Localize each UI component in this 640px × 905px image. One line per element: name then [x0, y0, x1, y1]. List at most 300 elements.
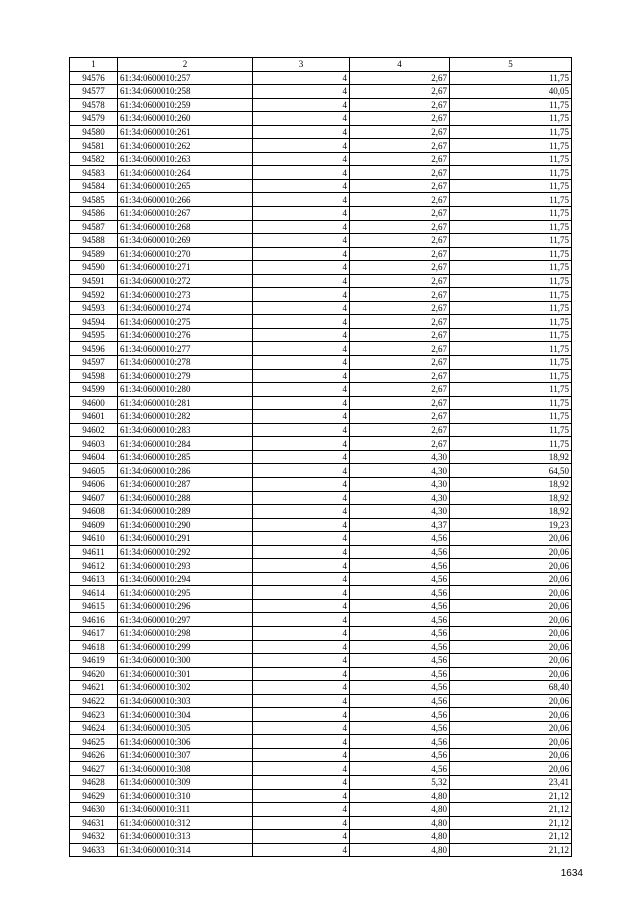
table-cell: 61:34:0600010:306 [118, 735, 253, 749]
table-cell: 61:34:0600010:300 [118, 654, 253, 668]
table-row [70, 396, 572, 410]
table-cell: 61:34:0600010:264 [118, 166, 253, 180]
table-cell: 61:34:0600010:265 [118, 179, 253, 193]
table-cell: 94582 [70, 152, 118, 166]
table-cell: 94596 [70, 342, 118, 356]
table-row [70, 220, 572, 234]
table-cell: 4 [253, 694, 350, 708]
table-cell: 21,12 [450, 816, 572, 830]
table-cell: 94626 [70, 748, 118, 762]
table-cell: 68,40 [450, 681, 572, 695]
table-cell: 2,67 [350, 98, 450, 112]
table-row [70, 315, 572, 329]
table-cell: 94585 [70, 193, 118, 207]
table-cell: 94615 [70, 599, 118, 613]
table-cell: 94576 [70, 71, 118, 85]
table-cell: 4,80 [350, 816, 450, 830]
table-cell: 2,67 [350, 288, 450, 302]
table-cell: 2,67 [350, 193, 450, 207]
table-cell: 20,06 [450, 640, 572, 654]
table-cell: 61:34:0600010:259 [118, 98, 253, 112]
table-cell: 4 [253, 437, 350, 451]
table-row [70, 207, 572, 221]
table-cell: 4,80 [350, 830, 450, 844]
table-cell: 61:34:0600010:298 [118, 626, 253, 640]
table-cell: 94629 [70, 789, 118, 803]
table-cell: 20,06 [450, 599, 572, 613]
table-cell: 4,80 [350, 843, 450, 857]
table-cell: 94589 [70, 247, 118, 261]
table-cell: 4,56 [350, 545, 450, 559]
table-row [70, 626, 572, 640]
table-cell: 11,75 [450, 166, 572, 180]
table-cell: 4 [253, 505, 350, 519]
table-cell: 4 [253, 613, 350, 627]
table-cell: 4 [253, 410, 350, 424]
table-row [70, 193, 572, 207]
table-cell: 11,75 [450, 125, 572, 139]
table-cell: 21,12 [450, 789, 572, 803]
table-cell: 4,56 [350, 721, 450, 735]
table-cell: 2,67 [350, 274, 450, 288]
table-cell: 61:34:0600010:288 [118, 491, 253, 505]
table-cell: 61:34:0600010:270 [118, 247, 253, 261]
table-cell: 4 [253, 532, 350, 546]
table-cell: 4,30 [350, 450, 450, 464]
table-cell: 11,75 [450, 423, 572, 437]
table-cell: 4 [253, 112, 350, 126]
table-cell: 61:34:0600010:305 [118, 721, 253, 735]
table-row [70, 369, 572, 383]
table-cell: 4,56 [350, 762, 450, 776]
table-row [70, 775, 572, 789]
table-row [70, 735, 572, 749]
table-header-row [70, 58, 572, 72]
table-cell: 61:34:0600010:307 [118, 748, 253, 762]
table-cell: 4 [253, 450, 350, 464]
table-cell: 20,06 [450, 572, 572, 586]
table-row [70, 681, 572, 695]
table-cell: 94611 [70, 545, 118, 559]
table-cell: 94605 [70, 464, 118, 478]
table-cell: 94598 [70, 369, 118, 383]
table-cell: 94628 [70, 775, 118, 789]
table-cell: 61:34:0600010:314 [118, 843, 253, 857]
table-cell: 18,92 [450, 450, 572, 464]
table-cell: 4,56 [350, 586, 450, 600]
table-cell: 94630 [70, 803, 118, 817]
table-cell: 61:34:0600010:280 [118, 383, 253, 397]
table-cell: 11,75 [450, 220, 572, 234]
table-cell: 4 [253, 85, 350, 99]
table-cell: 2,67 [350, 423, 450, 437]
table-cell: 4 [253, 708, 350, 722]
table-cell: 61:34:0600010:269 [118, 234, 253, 248]
table-row [70, 803, 572, 817]
table-cell: 61:34:0600010:282 [118, 410, 253, 424]
table-cell: 11,75 [450, 369, 572, 383]
table-cell: 4,30 [350, 491, 450, 505]
table-cell: 40,05 [450, 85, 572, 99]
table-cell: 11,75 [450, 437, 572, 451]
table-cell: 4 [253, 274, 350, 288]
table-cell: 4,56 [350, 667, 450, 681]
table-cell: 4,56 [350, 626, 450, 640]
table-cell: 4 [253, 220, 350, 234]
table-cell: 61:34:0600010:285 [118, 450, 253, 464]
table-cell: 2,67 [350, 315, 450, 329]
table-cell: 4 [253, 179, 350, 193]
table-cell: 94622 [70, 694, 118, 708]
table-cell: 2,67 [350, 125, 450, 139]
table-cell: 4 [253, 356, 350, 370]
table-row [70, 450, 572, 464]
table-cell: 61:34:0600010:271 [118, 261, 253, 275]
table-cell: 4 [253, 830, 350, 844]
table-row [70, 708, 572, 722]
table-cell: 11,75 [450, 396, 572, 410]
table-cell: 94633 [70, 843, 118, 857]
table-cell: 61:34:0600010:291 [118, 532, 253, 546]
table-cell: 11,75 [450, 179, 572, 193]
table-cell: 61:34:0600010:279 [118, 369, 253, 383]
table-cell: 2,67 [350, 85, 450, 99]
table-cell: 2,67 [350, 179, 450, 193]
table-cell: 4 [253, 477, 350, 491]
table-cell: 94579 [70, 112, 118, 126]
table-cell: 11,75 [450, 356, 572, 370]
table-cell: 61:34:0600010:276 [118, 328, 253, 342]
table-cell: 61:34:0600010:262 [118, 139, 253, 153]
table-row [70, 830, 572, 844]
table-row [70, 410, 572, 424]
table-cell: 94594 [70, 315, 118, 329]
table-cell: 2,67 [350, 301, 450, 315]
table-cell: 4 [253, 491, 350, 505]
table-cell: 4 [253, 464, 350, 478]
table-cell: 94623 [70, 708, 118, 722]
table-cell: 20,06 [450, 613, 572, 627]
table-cell: 4 [253, 654, 350, 668]
table-cell: 94593 [70, 301, 118, 315]
table-row [70, 125, 572, 139]
table-row [70, 356, 572, 370]
table-cell: 11,75 [450, 328, 572, 342]
table-row [70, 98, 572, 112]
table-cell: 61:34:0600010:312 [118, 816, 253, 830]
column-header: 1 [70, 58, 118, 72]
table-cell: 2,67 [350, 261, 450, 275]
data-table [69, 57, 572, 857]
table-cell: 20,06 [450, 626, 572, 640]
table-row [70, 762, 572, 776]
table-cell: 94624 [70, 721, 118, 735]
table-row [70, 545, 572, 559]
table-row [70, 85, 572, 99]
table-cell: 20,06 [450, 708, 572, 722]
table-cell: 4,30 [350, 505, 450, 519]
table-cell: 61:34:0600010:302 [118, 681, 253, 695]
table-cell: 2,67 [350, 383, 450, 397]
table-cell: 4 [253, 735, 350, 749]
table-cell: 61:34:0600010:290 [118, 518, 253, 532]
table-cell: 94580 [70, 125, 118, 139]
table-cell: 94587 [70, 220, 118, 234]
table-cell: 61:34:0600010:263 [118, 152, 253, 166]
table-cell: 2,67 [350, 139, 450, 153]
table-cell: 11,75 [450, 139, 572, 153]
table-row [70, 667, 572, 681]
column-header: 2 [118, 58, 253, 72]
table-cell: 4 [253, 301, 350, 315]
table-cell: 4,37 [350, 518, 450, 532]
table-cell: 4,56 [350, 735, 450, 749]
table-cell: 61:34:0600010:273 [118, 288, 253, 302]
table-row [70, 437, 572, 451]
table-row [70, 71, 572, 85]
table-cell: 2,67 [350, 220, 450, 234]
table-cell: 20,06 [450, 735, 572, 749]
table-row [70, 477, 572, 491]
table-row [70, 342, 572, 356]
table-cell: 4 [253, 98, 350, 112]
table-cell: 61:34:0600010:287 [118, 477, 253, 491]
table-row [70, 505, 572, 519]
table-cell: 94583 [70, 166, 118, 180]
table-cell: 94621 [70, 681, 118, 695]
table-cell: 4 [253, 681, 350, 695]
table-cell: 94618 [70, 640, 118, 654]
table-cell: 94590 [70, 261, 118, 275]
table-cell: 11,75 [450, 71, 572, 85]
table-cell: 94592 [70, 288, 118, 302]
table-cell: 20,06 [450, 762, 572, 776]
table-cell: 61:34:0600010:303 [118, 694, 253, 708]
table-cell: 4 [253, 572, 350, 586]
table-row [70, 112, 572, 126]
table-cell: 4,56 [350, 640, 450, 654]
table-cell: 21,12 [450, 843, 572, 857]
table-cell: 4,56 [350, 748, 450, 762]
table-cell: 2,67 [350, 369, 450, 383]
table-cell: 4 [253, 423, 350, 437]
table-row [70, 152, 572, 166]
table-cell: 94602 [70, 423, 118, 437]
table-cell: 4 [253, 721, 350, 735]
table-cell: 94612 [70, 559, 118, 573]
table-cell: 2,67 [350, 152, 450, 166]
table-cell: 61:34:0600010:301 [118, 667, 253, 681]
table-cell: 20,06 [450, 748, 572, 762]
table-row [70, 234, 572, 248]
table-cell: 4 [253, 315, 350, 329]
table-cell: 94609 [70, 518, 118, 532]
table-cell: 4 [253, 789, 350, 803]
table-cell: 61:34:0600010:258 [118, 85, 253, 99]
table-cell: 11,75 [450, 410, 572, 424]
table-cell: 11,75 [450, 342, 572, 356]
table-cell: 94599 [70, 383, 118, 397]
table-cell: 20,06 [450, 654, 572, 668]
table-cell: 2,67 [350, 207, 450, 221]
table-cell: 94620 [70, 667, 118, 681]
table-cell: 2,67 [350, 410, 450, 424]
table-cell: 94597 [70, 356, 118, 370]
table-cell: 61:34:0600010:294 [118, 572, 253, 586]
table-cell: 21,12 [450, 830, 572, 844]
table-cell: 4 [253, 139, 350, 153]
table-cell: 11,75 [450, 383, 572, 397]
table-cell: 4 [253, 152, 350, 166]
table-cell: 61:34:0600010:299 [118, 640, 253, 654]
table-cell: 2,67 [350, 437, 450, 451]
column-header: 5 [450, 58, 572, 72]
table-cell: 2,67 [350, 234, 450, 248]
table-cell: 2,67 [350, 71, 450, 85]
table-cell: 61:34:0600010:289 [118, 505, 253, 519]
table-cell: 94607 [70, 491, 118, 505]
table-cell: 4 [253, 125, 350, 139]
table-cell: 4 [253, 396, 350, 410]
table-cell: 61:34:0600010:311 [118, 803, 253, 817]
table-row [70, 640, 572, 654]
table-cell: 94581 [70, 139, 118, 153]
table-cell: 94631 [70, 816, 118, 830]
table-cell: 4 [253, 383, 350, 397]
table-cell: 94595 [70, 328, 118, 342]
table-cell: 4 [253, 71, 350, 85]
table-cell: 4 [253, 518, 350, 532]
table-cell: 2,67 [350, 356, 450, 370]
table-cell: 94610 [70, 532, 118, 546]
table-cell: 61:34:0600010:275 [118, 315, 253, 329]
table-cell: 4 [253, 559, 350, 573]
table-cell: 4,56 [350, 613, 450, 627]
table-cell: 94617 [70, 626, 118, 640]
table-cell: 94604 [70, 450, 118, 464]
table-row [70, 328, 572, 342]
table-cell: 61:34:0600010:257 [118, 71, 253, 85]
table-cell: 11,75 [450, 315, 572, 329]
table-cell: 94600 [70, 396, 118, 410]
table-cell: 11,75 [450, 207, 572, 221]
column-header: 4 [350, 58, 450, 72]
table-cell: 4,56 [350, 559, 450, 573]
table-row [70, 721, 572, 735]
table-cell: 18,92 [450, 491, 572, 505]
table-cell: 4 [253, 234, 350, 248]
table-cell: 94577 [70, 85, 118, 99]
table-cell: 20,06 [450, 667, 572, 681]
table-cell: 61:34:0600010:267 [118, 207, 253, 221]
table-cell: 94632 [70, 830, 118, 844]
table-cell: 20,06 [450, 559, 572, 573]
table-cell: 61:34:0600010:308 [118, 762, 253, 776]
table-cell: 4 [253, 288, 350, 302]
table-cell: 4 [253, 748, 350, 762]
table-cell: 61:34:0600010:304 [118, 708, 253, 722]
table-cell: 61:34:0600010:272 [118, 274, 253, 288]
table-cell: 11,75 [450, 247, 572, 261]
table-cell: 4 [253, 775, 350, 789]
table-cell: 94616 [70, 613, 118, 627]
table-cell: 4,56 [350, 681, 450, 695]
table-cell: 61:34:0600010:268 [118, 220, 253, 234]
table-cell: 61:34:0600010:283 [118, 423, 253, 437]
table-body [70, 71, 572, 857]
table-cell: 19,23 [450, 518, 572, 532]
table-cell: 18,92 [450, 477, 572, 491]
table-row [70, 843, 572, 857]
table-cell: 4 [253, 369, 350, 383]
table-cell: 4 [253, 803, 350, 817]
table-row [70, 301, 572, 315]
table-cell: 61:34:0600010:278 [118, 356, 253, 370]
table-cell: 4,80 [350, 803, 450, 817]
table-row [70, 274, 572, 288]
table-row [70, 518, 572, 532]
table-cell: 4 [253, 261, 350, 275]
table-row [70, 613, 572, 627]
table-cell: 4,80 [350, 789, 450, 803]
table-cell: 23,41 [450, 775, 572, 789]
table-cell: 94613 [70, 572, 118, 586]
page-number: 1634 [560, 868, 583, 879]
table-cell: 11,75 [450, 288, 572, 302]
table-cell: 11,75 [450, 112, 572, 126]
table-row [70, 789, 572, 803]
table-cell: 4 [253, 166, 350, 180]
table-cell: 61:34:0600010:293 [118, 559, 253, 573]
table-cell: 61:34:0600010:297 [118, 613, 253, 627]
table-cell: 94601 [70, 410, 118, 424]
table-cell: 2,67 [350, 247, 450, 261]
table-cell: 61:34:0600010:284 [118, 437, 253, 451]
table-cell: 20,06 [450, 721, 572, 735]
table-row [70, 247, 572, 261]
table-row [70, 288, 572, 302]
table-row [70, 748, 572, 762]
table-cell: 61:34:0600010:281 [118, 396, 253, 410]
table-cell: 18,92 [450, 505, 572, 519]
table-cell: 20,06 [450, 532, 572, 546]
table-row [70, 572, 572, 586]
table-cell: 2,67 [350, 166, 450, 180]
table-cell: 94627 [70, 762, 118, 776]
table-cell: 4,56 [350, 654, 450, 668]
table-cell: 94619 [70, 654, 118, 668]
table-cell: 4 [253, 193, 350, 207]
table-cell: 4 [253, 762, 350, 776]
table-cell: 4 [253, 247, 350, 261]
table-cell: 94625 [70, 735, 118, 749]
table-cell: 61:34:0600010:295 [118, 586, 253, 600]
table-row [70, 599, 572, 613]
table-cell: 61:34:0600010:292 [118, 545, 253, 559]
table-row [70, 383, 572, 397]
table-cell: 4,30 [350, 464, 450, 478]
table-cell: 11,75 [450, 301, 572, 315]
table-cell: 61:34:0600010:313 [118, 830, 253, 844]
table-row [70, 139, 572, 153]
column-header: 3 [253, 58, 350, 72]
table-cell: 4 [253, 816, 350, 830]
table-cell: 4 [253, 207, 350, 221]
table-row [70, 179, 572, 193]
table-cell: 4 [253, 626, 350, 640]
table-cell: 20,06 [450, 545, 572, 559]
table-cell: 94584 [70, 179, 118, 193]
